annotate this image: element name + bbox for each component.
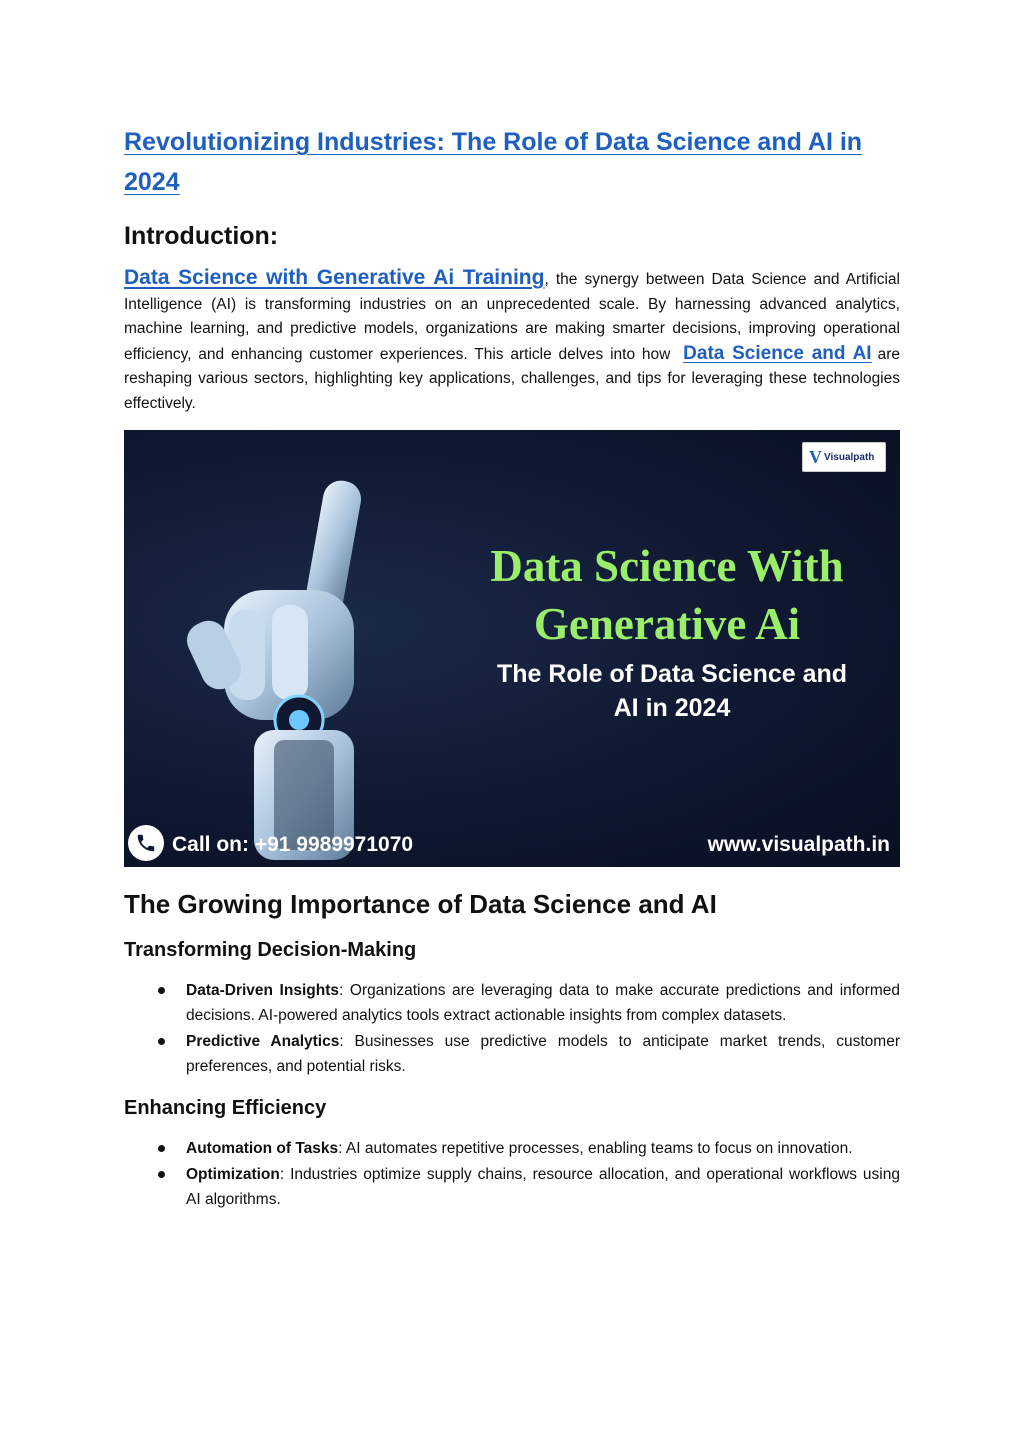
article-title-link[interactable]: Revolutionizing Industries: The Role of Data Science and AI in 2024 — [124, 128, 863, 196]
website-url: www.visualpath.in — [707, 833, 890, 856]
data-science-ai-link[interactable]: Data Science and AI — [683, 342, 872, 364]
call-number: Call on: +91 9989971070 — [172, 833, 414, 856]
intro-paragraph — [124, 266, 900, 416]
article-title[interactable] — [124, 122, 900, 202]
list-item: Predictive Analytics: Businesses use predictive models to anticipate market trends, customer preferences, and potential risks. — [186, 1029, 900, 1079]
visualpath-logo: V Visualpath — [802, 442, 886, 472]
banner-headline-1: Data Science With — [490, 541, 844, 591]
document-page — [124, 122, 900, 1213]
intro-text-1: , the synergy between Data Science and Artificial Intelligence (AI) is transforming industries on an unprecedented scale. By harnessing advanced analytics, machine learning, and predictive models, organizations are making smarter decisions, improving operational efficiency, and enhancing customer experiences. This article delves into how — [124, 271, 900, 363]
training-link[interactable]: Data Science with Generative Ai Training — [124, 266, 545, 289]
list-item: Data-Driven Insights: Organizations are leveraging data to make accurate predictions and informed decisions. AI-powered analytics tools extract actionable insights from complex datasets. — [186, 978, 900, 1028]
efficiency-list — [124, 1136, 900, 1212]
list-item: Automation of Tasks: AI automates repetitive processes, enabling teams to focus on innovation. — [186, 1136, 900, 1161]
intro-heading: Introduction: — [124, 222, 279, 250]
section-heading: The Growing Importance of Data Science and AI — [124, 889, 717, 919]
decision-making-list — [124, 978, 900, 1079]
banner-subtitle-1: The Role of Data Science and — [496, 660, 848, 688]
subheading-efficiency: Enhancing Efficiency — [124, 1097, 327, 1119]
robot-hand-illustration — [184, 470, 414, 860]
banner-subtitle-2: AI in 2024 — [613, 694, 731, 722]
subheading-decision-making: Transforming Decision-Making — [124, 939, 417, 961]
intro-text-2: are reshaping various sectors, highlighting key applications, challenges, and tips for leveraging these technologies effectively. — [124, 345, 900, 412]
banner-headline-2: Generative Ai — [533, 599, 801, 649]
list-item: Optimization: Industries optimize supply chains, resource allocation, and operational workflows using AI algorithms. — [186, 1162, 900, 1212]
phone-icon — [128, 825, 164, 861]
banner-image — [124, 430, 900, 867]
